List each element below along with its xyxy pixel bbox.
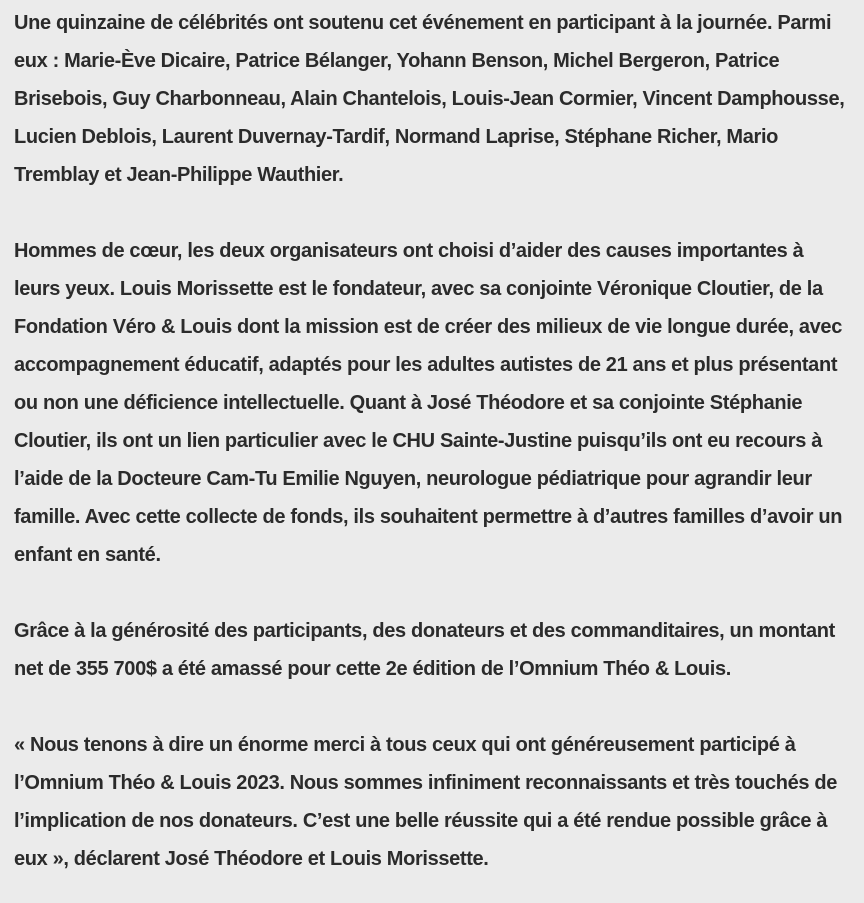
paragraph-organizers-causes: Hommes de cœur, les deux organisateurs ont choisi d’aider des causes importantes à leurs yeux. Louis Morissette est le fondateur, avec sa conjointe Véronique Cloutier, de la Fondation Véro & Louis dont la mission est de créer des milieux de vie longue durée, avec accompagnement éducatif, adaptés pour les adultes autistes de 21 ans et plus présentant ou non une déficience intellectuelle. Quant à José Théodore et sa conjointe Stéphanie Cloutier, ils ont un lien particulier avec le CHU Sainte-Justine puisqu’ils ont eu recours à l’aide de la Docteure Cam-Tu Emilie Nguyen, neurologue pédiatrique pour agrandir leur famille. Avec cette collecte de fonds, ils souhaitent permettre à d’autres familles d’avoir un enfant en santé. xyxy=(14,240,843,566)
paragraph-quote: « Nous tenons à dire un énorme merci à tous ceux qui ont généreusement participé à l’Omnium Théo & Louis 2023. Nous sommes infiniment reconnaissants et très touchés de l’implication de nos donateurs. C’est une belle réussite qui a été rendue possible grâce à eux », déclarent José Théodore et Louis Morissette. xyxy=(14,734,838,870)
paragraph-amount-raised: Grâce à la générosité des participants, des donateurs et des commanditaires, un montant net de 355 700$ a été amassé pour cette 2e édition de l’Omnium Théo & Louis. xyxy=(14,620,835,680)
paragraph-celebrities: Une quinzaine de célébrités ont soutenu cet événement en participant à la journée. Parmi eux : Marie-Ève Dicaire, Patrice Bélanger, Yohann Benson, Michel Bergeron, Patrice Brisebois, Guy Charbonneau, Alain Chantelois, Louis-Jean Cormier, Vincent Damphousse, Lucien Deblois, Laurent Duvernay-Tardif, Normand Laprise, Stéphane Richer, Mario Tremblay et Jean-Philippe Wauthier. xyxy=(14,12,845,186)
